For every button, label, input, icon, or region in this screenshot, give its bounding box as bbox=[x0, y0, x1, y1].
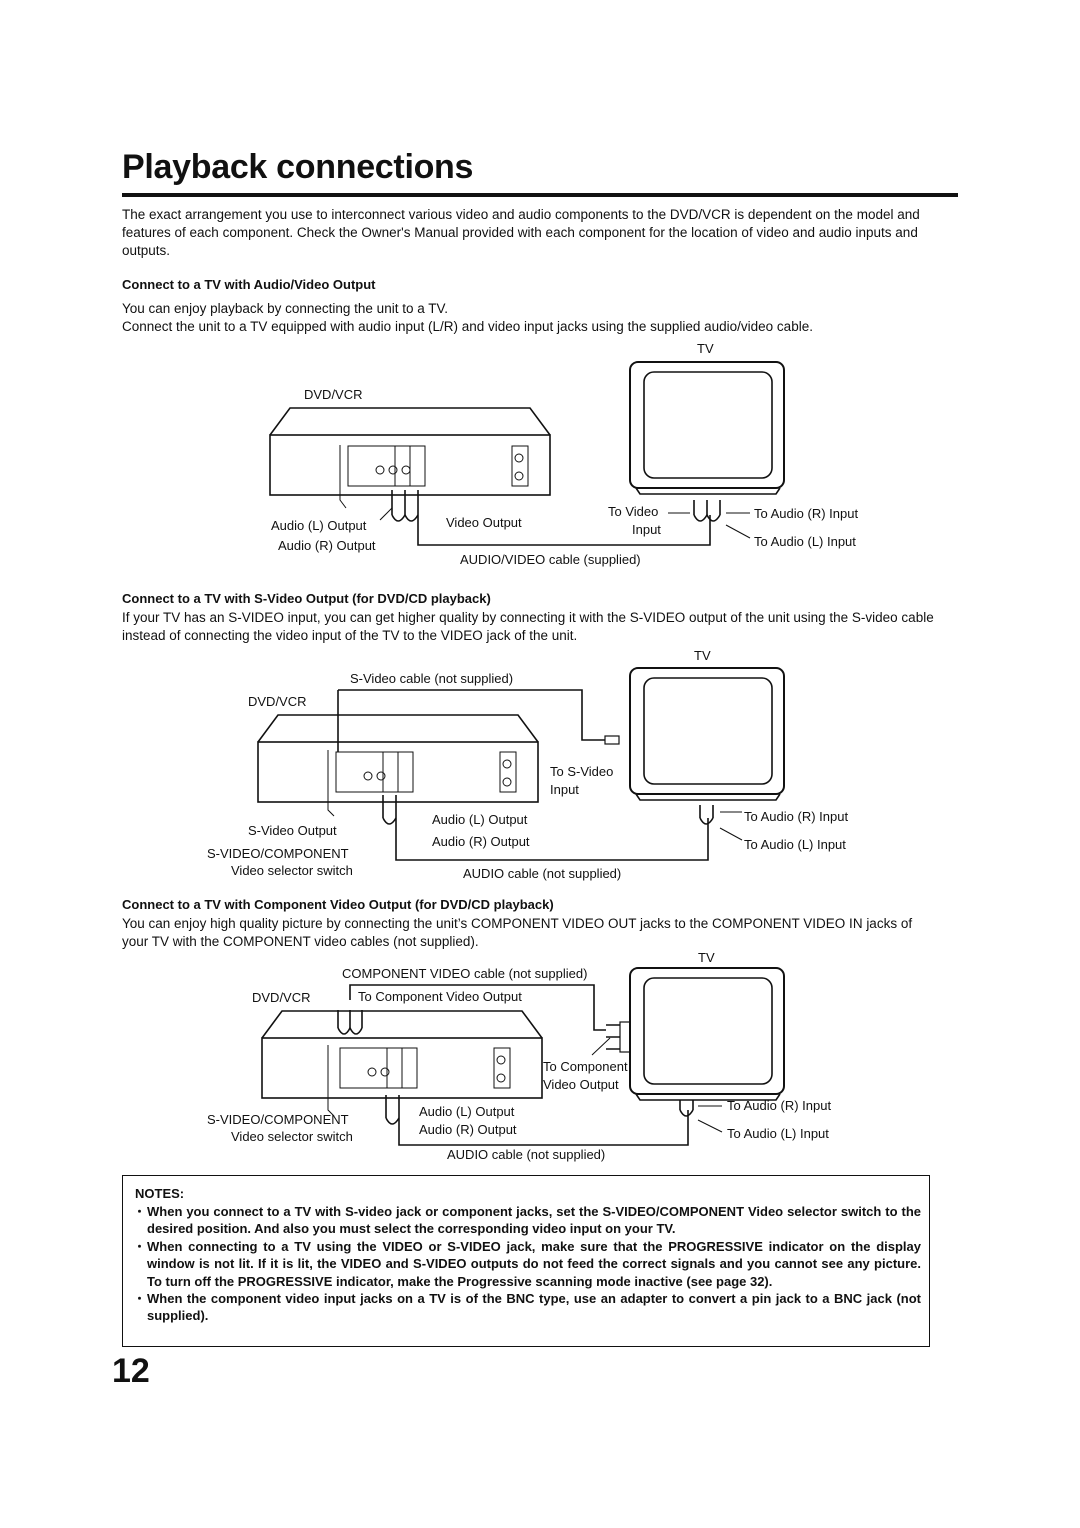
d2-audio-r-output: Audio (R) Output bbox=[432, 834, 530, 849]
section2-para1: If your TV has an S-VIDEO input, you can get higher quality by connecting it with the S-VIDEO output of the unit using the S-video cable instead of connecting the video input of the TV to the VIDEO jack of the unit. bbox=[122, 610, 934, 643]
bullet-icon: ・ bbox=[133, 1238, 147, 1254]
d3-audio-l-output: Audio (L) Output bbox=[419, 1104, 515, 1119]
d3-to-component: To Component bbox=[543, 1059, 628, 1074]
d3-svc-switch-2: Video selector switch bbox=[231, 1129, 353, 1144]
d3-audio-r-output: Audio (R) Output bbox=[419, 1122, 517, 1137]
section3-para1: You can enjoy high quality picture by connecting the unit’s COMPONENT VIDEO OUT jacks to the COMPONENT VIDEO IN jacks of your TV with the COMPONENT video cables (not supplied). bbox=[122, 916, 913, 949]
dvdvcr-illustration-2 bbox=[258, 715, 538, 816]
d2-svideo-cable: S-Video cable (not supplied) bbox=[350, 671, 514, 686]
d1-dvdvcr-label: DVD/VCR bbox=[304, 387, 363, 402]
d3-dvdvcr-label: DVD/VCR bbox=[252, 990, 311, 1005]
intro-paragraph: The exact arrangement you use to interconnect various video and audio components to the DVD/VCR is dependent on the model and features of each component. Check the Owner's Manual provided with each component for the location of video and audio inputs and outputs. bbox=[122, 207, 920, 258]
d2-svc-switch-1: S-VIDEO/COMPONENT bbox=[207, 846, 349, 861]
d3-comp-cable: COMPONENT VIDEO cable (not supplied) bbox=[342, 966, 588, 981]
d3-audio-cable: AUDIO cable (not supplied) bbox=[447, 1147, 606, 1162]
bullet-icon: ・ bbox=[133, 1291, 147, 1307]
d3-tv-label: TV bbox=[698, 950, 715, 965]
dvdvcr-illustration-1 bbox=[270, 408, 550, 508]
d1-audio-r-output: Audio (R) Output bbox=[278, 538, 376, 553]
note-item bbox=[131, 1290, 921, 1325]
tv-illustration-1 bbox=[630, 362, 784, 494]
d1-to-audio-r: To Audio (R) Input bbox=[754, 506, 859, 521]
section3-heading: Connect to a TV with Component Video Output (for DVD/CD playback) bbox=[122, 897, 554, 912]
tv-illustration-3 bbox=[630, 968, 784, 1100]
d2-input: Input bbox=[550, 782, 579, 797]
d1-video-output: Video Output bbox=[446, 515, 522, 530]
section1-para1: You can enjoy playback by connecting the unit to a TV. bbox=[122, 301, 448, 316]
note-item bbox=[131, 1238, 921, 1290]
d2-audio-l-output: Audio (L) Output bbox=[432, 812, 528, 827]
section1-heading: Connect to a TV with Audio/Video Output bbox=[122, 277, 376, 292]
d2-tv-label: TV bbox=[694, 648, 711, 663]
d3-svc-switch-1: S-VIDEO/COMPONENT bbox=[207, 1112, 349, 1127]
d1-cable-label: AUDIO/VIDEO cable (supplied) bbox=[460, 552, 641, 567]
d3-to-comp-out: To Component Video Output bbox=[358, 989, 522, 1004]
note-item bbox=[131, 1203, 921, 1238]
page-title: Playback connections bbox=[122, 148, 474, 186]
d1-to-audio-l: To Audio (L) Input bbox=[754, 534, 856, 549]
d2-svideo-output: S-Video Output bbox=[248, 823, 337, 838]
section2-heading: Connect to a TV with S-Video Output (for DVD/CD playback) bbox=[122, 591, 491, 606]
d2-svc-switch-2: Video selector switch bbox=[231, 863, 353, 878]
d3-video-output: Video Output bbox=[543, 1077, 619, 1092]
d1-audio-l-output: Audio (L) Output bbox=[271, 518, 367, 533]
note-text: When the component video input jacks on a TV is of the BNC type, use an adapter to convert a pin jack to a BNC jack (not supplied). bbox=[147, 1291, 921, 1324]
notes-title: NOTES: bbox=[135, 1186, 185, 1201]
note-text: When you connect to a TV with S-video jack or component jacks, set the S-VIDEO/COMPONENT Video selector switch to the desired position. And also you must select the corresponding video input on your TV. bbox=[147, 1204, 921, 1237]
d2-audio-cable: AUDIO cable (not supplied) bbox=[463, 866, 622, 881]
d2-dvdvcr-label: DVD/VCR bbox=[248, 694, 307, 709]
dvdvcr-illustration-3 bbox=[262, 1011, 542, 1116]
page-number: 12 bbox=[112, 1352, 150, 1390]
note-text: When connecting to a TV using the VIDEO or S-VIDEO jack, make sure that the PROGRESSIVE indicator on the display window is not lit. If it is lit, the VIDEO and S-VIDEO outputs do not feed the correct signals and you cannot see any picture. To turn off the PROGRESSIVE indicator, make the Progressive scanning mode inactive (see page 32). bbox=[147, 1238, 921, 1289]
d1-input: Input bbox=[632, 522, 661, 537]
d2-to-svideo: To S-Video bbox=[550, 764, 614, 779]
notes-box bbox=[122, 1175, 930, 1347]
bullet-icon: ・ bbox=[133, 1204, 147, 1219]
tv-illustration-2 bbox=[630, 668, 784, 800]
d2-to-audio-r: To Audio (R) Input bbox=[744, 809, 849, 824]
d2-to-audio-l: To Audio (L) Input bbox=[744, 837, 846, 852]
d3-to-audio-l: To Audio (L) Input bbox=[727, 1126, 829, 1141]
d1-tv-label: TV bbox=[697, 341, 714, 356]
section1-para2: Connect the unit to a TV equipped with audio input (L/R) and video input jacks using the supplied audio/video cable. bbox=[122, 319, 813, 334]
d3-to-audio-r: To Audio (R) Input bbox=[727, 1098, 832, 1113]
d1-to-video: To Video bbox=[608, 504, 659, 519]
